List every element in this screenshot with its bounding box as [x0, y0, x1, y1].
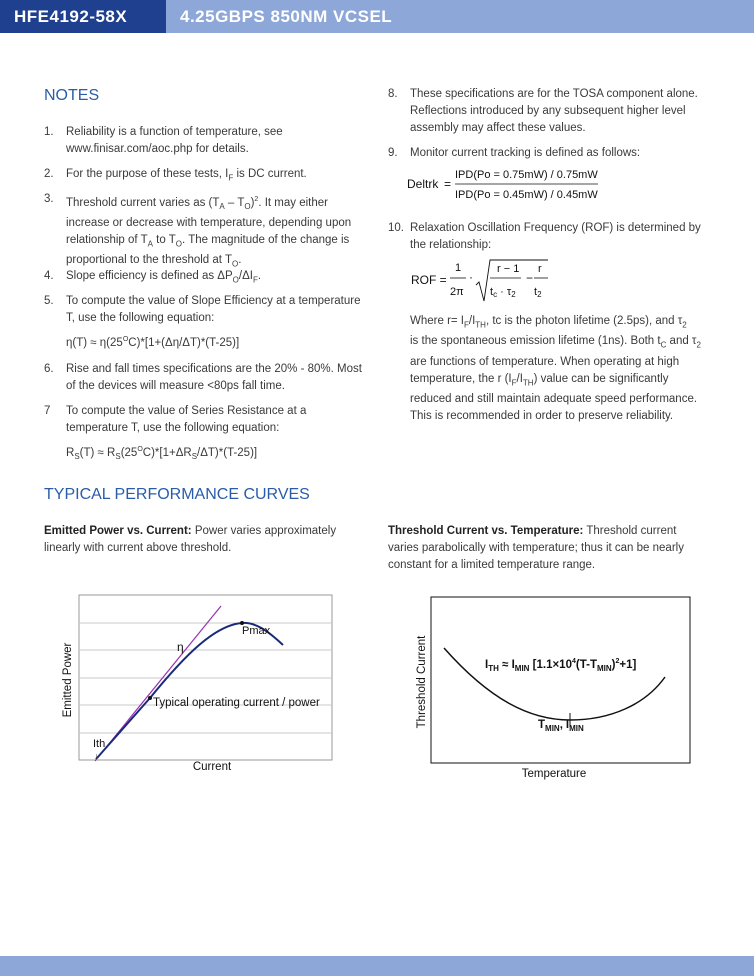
- caption-text: constant for a limited temperature range.: [388, 559, 596, 571]
- note-text: Reliability is a function of temperature, see: [66, 126, 283, 138]
- caption-text: Threshold current: [583, 525, 677, 537]
- note-text: ) value can be significantly: [533, 372, 669, 385]
- subscript: MIN: [545, 724, 560, 733]
- formula-text: [1.1×10: [529, 659, 572, 671]
- note-number: 1.: [44, 126, 54, 138]
- x-axis-label: Temperature: [521, 768, 587, 780]
- note-text: /I: [516, 372, 523, 385]
- part-number: HFE4192-58X: [0, 0, 166, 33]
- note-8: [388, 86, 718, 138]
- right-chart-caption: [388, 523, 728, 574]
- document-title: 4.25GBPS 850NM VCSEL: [180, 7, 393, 26]
- note-text: T, use the following equation:: [66, 312, 215, 324]
- note-text: Reflections introduced by any subsequent higher level: [410, 105, 686, 117]
- note-number: 7: [44, 405, 51, 417]
- note-text: ): [250, 196, 255, 209]
- superscript: 2: [615, 658, 620, 665]
- fraction-denominator: [490, 286, 516, 299]
- x-axis-label: Current: [192, 761, 232, 773]
- equation-text: (T) ≈ R: [79, 446, 116, 459]
- subscript: S: [74, 452, 80, 462]
- subscript: O: [232, 275, 239, 285]
- note-5: [44, 293, 374, 329]
- note-text: These specifications are for the TOSA component alone.: [410, 88, 698, 100]
- subscript: MIN: [514, 664, 530, 673]
- note-1: [44, 124, 374, 158]
- y-axis-label: Emitted Power: [62, 642, 74, 718]
- note-10-explanation: [410, 313, 730, 422]
- note-number: 4.: [44, 270, 54, 282]
- superscript: 2: [254, 196, 259, 203]
- subscript: MIN: [596, 664, 612, 673]
- subscript: A: [147, 239, 153, 249]
- threshold-formula: [485, 658, 637, 673]
- equation-lhs: Deltrk: [407, 177, 439, 191]
- subscript: 2: [696, 340, 701, 350]
- separator: ,: [559, 719, 563, 731]
- caption-text: linearly with current above threshold.: [44, 542, 232, 554]
- subscript: F: [464, 320, 469, 330]
- note-7: [44, 403, 374, 439]
- subscript: TH: [522, 377, 534, 387]
- note-text: to T: [152, 234, 176, 247]
- note-4: [44, 268, 374, 286]
- subscript: 2: [682, 320, 687, 330]
- subscript: O: [244, 202, 251, 212]
- equation-text: R: [66, 446, 75, 459]
- note-text: , tc is the photon lifetime (2.5ps), and τ: [485, 315, 683, 327]
- note-text: reduced and still maintain adequate speed performance.: [410, 392, 698, 405]
- monitor-tracking-equation: [405, 165, 605, 205]
- caption-text: Power varies approximately: [191, 525, 337, 537]
- note-text: – T: [224, 196, 245, 209]
- t-symbol: t: [534, 286, 538, 298]
- equation-text: (25: [120, 446, 138, 459]
- note-text: For the purpose of these tests, I: [66, 168, 229, 180]
- imin-text: I: [565, 719, 570, 731]
- subscript: F: [228, 173, 234, 183]
- left-chart-caption: [44, 523, 374, 557]
- note-text: are functions of temperature. When operating at high: [410, 355, 680, 368]
- note-text: assembly may affect these values.: [410, 122, 586, 134]
- fraction-numerator: r: [538, 263, 542, 275]
- note-text: .: [257, 270, 262, 282]
- caption-text: varies parabolically with temperature; thus it can be nearly: [388, 542, 684, 554]
- caption-title: Emitted Power vs. Current:: [44, 525, 192, 537]
- fraction-numerator: 1: [455, 262, 462, 274]
- note-text: Monitor current tracking is defined as follows:: [410, 147, 641, 159]
- caption-title: Threshold Current vs. Temperature:: [388, 525, 584, 537]
- subscript: O: [175, 239, 183, 249]
- operating-point-marker: [148, 696, 152, 700]
- subscript: MIN: [569, 724, 584, 733]
- note-text: Slope efficiency is defined as ΔP: [66, 270, 233, 282]
- subscript: C: [660, 340, 667, 350]
- series-resistance-equation: [66, 446, 257, 461]
- subscript: c: [493, 290, 498, 299]
- superscript: 4: [571, 658, 576, 665]
- note-text: is the spontaneous emission lifetime (1ns). Both t: [410, 335, 661, 348]
- note-text: Threshold current varies as (T: [66, 196, 220, 209]
- note-3: [44, 191, 374, 269]
- note-text: Where r= I: [410, 315, 465, 327]
- note-2: [44, 166, 374, 184]
- plot-frame: [431, 597, 690, 763]
- equation-text: η(T) ≈ η(25: [66, 336, 123, 349]
- rof-equation: [408, 257, 568, 307]
- note-number: 9.: [388, 147, 398, 159]
- header-bar: [0, 0, 754, 33]
- note-text: temperature, the r (I: [410, 372, 512, 385]
- eta-label: η: [177, 640, 184, 654]
- pmax-label: Pmax: [242, 625, 271, 637]
- note-6: [44, 361, 374, 397]
- note-text: is DC current.: [233, 168, 307, 180]
- formula-text: +1]: [619, 659, 637, 671]
- note-text: This is recommended in order to preserve reliability.: [410, 409, 674, 422]
- note-number: 10.: [388, 222, 404, 234]
- formula-text: ≈ I: [498, 659, 515, 671]
- note-text: increase or decrease with temperature, depending upon: [66, 217, 352, 230]
- subscript: 2: [511, 290, 516, 299]
- note-text: temperature T, use the following equation:: [66, 422, 280, 434]
- note-text: . It may either: [258, 196, 328, 209]
- fraction-numerator: r − 1: [497, 263, 520, 275]
- note-number: 3.: [44, 193, 54, 205]
- note-text: To compute the value of Slope Efficiency at a temperature: [66, 295, 361, 307]
- formula-text: I: [485, 659, 489, 671]
- note-text: . The magnitude of the change is: [182, 234, 350, 247]
- equation-denominator: IPD(Po = 0.45mW) / 0.45mW: [455, 189, 598, 201]
- note-number: 5.: [44, 295, 54, 307]
- emitted-power-chart: [55, 590, 345, 780]
- note-number: 6.: [44, 363, 54, 375]
- subscript: A: [219, 202, 225, 212]
- equation-text: /ΔT)*(T-25)]: [197, 446, 258, 459]
- equation-text: C)*[1+ΔR: [142, 446, 192, 459]
- minus-sign: −: [526, 271, 534, 285]
- equation-equals: =: [444, 177, 452, 191]
- note-10: [388, 220, 718, 256]
- threshold-current-chart: [410, 590, 710, 785]
- formula-text: (T-T: [575, 659, 597, 671]
- typical-operating-label: Typical operating current / power: [153, 697, 320, 709]
- note-number: 2.: [44, 168, 54, 180]
- note-text: proportional to the threshold at T: [66, 254, 233, 267]
- note-text: To compute the value of Series Resistance at a: [66, 405, 307, 417]
- y-axis-label: Threshold Current: [416, 635, 428, 729]
- note-9: [388, 145, 718, 163]
- curves-heading: TYPICAL PERFORMANCE CURVES: [44, 486, 310, 503]
- slope-efficiency-equation: [66, 336, 239, 349]
- note-text: Relaxation Oscillation Frequency (ROF) is determined by: [410, 222, 701, 234]
- equation-text: C)*[1+(Δη/ΔT)*(T-25)]: [128, 336, 240, 349]
- note-text: relationship of T: [66, 234, 148, 247]
- formula-text: ): [611, 659, 616, 671]
- note-text: of the devices will measure <80ps fall time.: [66, 380, 285, 392]
- subscript: 2: [537, 290, 542, 299]
- ith-label: Ith: [93, 738, 106, 750]
- subscript: F: [511, 377, 517, 387]
- subscript: O: [232, 259, 239, 269]
- note-text: .: [238, 254, 242, 267]
- subscript: TH: [488, 664, 499, 673]
- superscript: O: [137, 446, 143, 453]
- note-text: the relationship:: [410, 239, 492, 251]
- subscript: S: [191, 452, 198, 462]
- note-text: Rise and fall times specifications are the 20% - 80%. Most: [66, 363, 362, 375]
- superscript: O: [122, 336, 129, 343]
- notes-heading: NOTES: [44, 87, 100, 104]
- multiply-dot: ·: [469, 270, 473, 284]
- note-text: and τ: [666, 335, 697, 348]
- note-number: 8.: [388, 88, 398, 100]
- footer-bar: [0, 956, 754, 976]
- note-text: /I: [468, 315, 476, 327]
- tmin-text: T: [538, 719, 546, 731]
- subscript: TH: [475, 320, 486, 330]
- fraction-denominator: 2π: [450, 286, 464, 298]
- subscript: S: [115, 452, 121, 462]
- note-text: /ΔI: [238, 270, 253, 282]
- subscript: F: [252, 275, 258, 285]
- equation-numerator: IPD(Po = 0.75mW) / 0.75mW: [455, 169, 598, 181]
- fraction-denominator: [534, 286, 542, 299]
- note-link-text: www.finisar.com/aoc.php for details.: [66, 143, 249, 155]
- t-symbol: t: [490, 286, 494, 298]
- tau-symbol: · τ: [497, 286, 512, 298]
- ith-arrow: ↓: [94, 751, 99, 761]
- equation-lhs: ROF =: [411, 273, 447, 287]
